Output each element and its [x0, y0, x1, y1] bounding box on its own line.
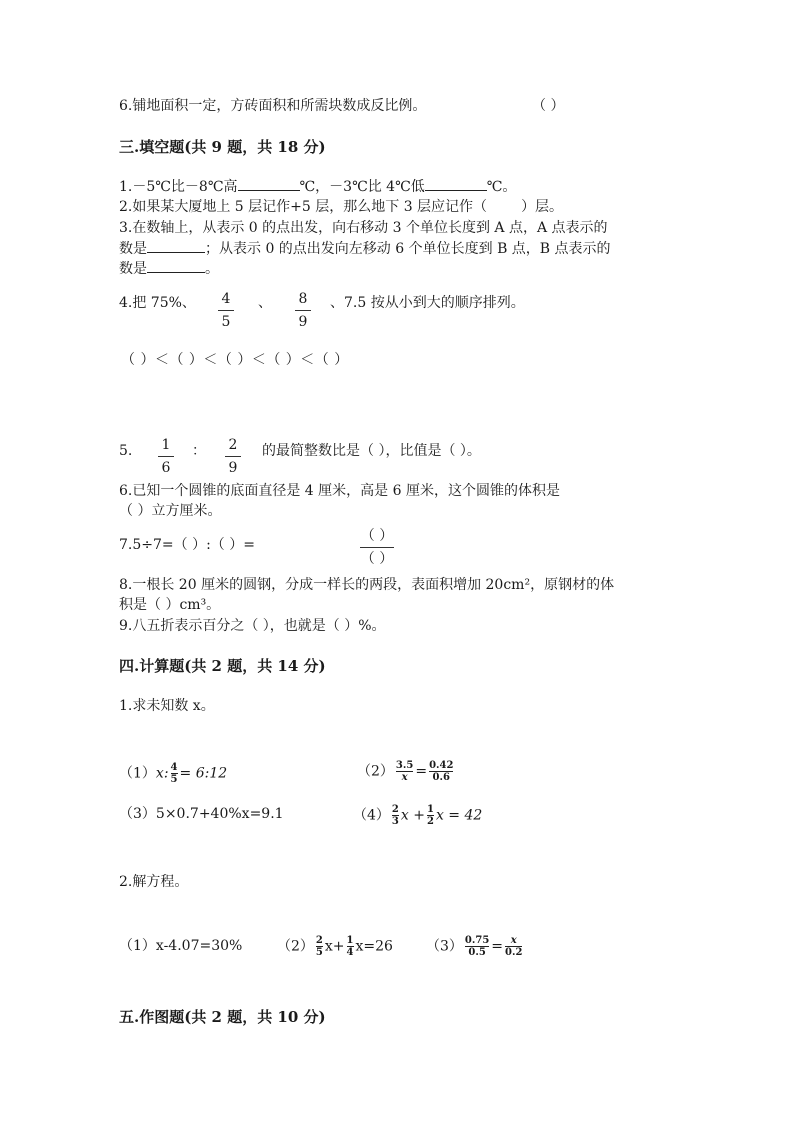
ordering-chain: （ ）＜（ ）＜（ ）＜（ ）＜（ ） — [121, 352, 349, 368]
section-4-heading: 四.计算题(共 2 题，共 14 分) — [119, 657, 326, 675]
problem-4: （4） $\frac{2}{3}$ x + $\frac{1}{2}$ x = 42 — [353, 804, 483, 827]
section-3-heading: 三.填空题(共 9 题，共 18 分) — [119, 138, 326, 156]
separator: 、 — [258, 295, 272, 311]
fraction: $\frac{2}{5}$ — [315, 935, 323, 958]
fill-question-5-number: 5. — [119, 443, 133, 459]
equation-3: （3） $\frac{0.75}{0.5}$ = $\frac{x}{0.2}$ — [426, 935, 523, 958]
fraction: $\frac{x}{0.2}$ — [505, 935, 523, 958]
fill-question-6-line-1: 6.已知一个圆锥的底面直径是 4 厘米，高是 6 厘米，这个圆锥的体积是 — [119, 483, 560, 499]
fill-question-3-line-1: 3.在数轴上，从表示 0 的点出发，向右移动 3 个单位长度到 A 点，A 点表示的 — [119, 220, 608, 236]
problem-3: （3）5×0.7+40%x=9.1 — [119, 806, 284, 822]
fraction: 8 9 — [295, 290, 311, 331]
fill-question-7: 7.5÷7=（ ）:（ ）= — [119, 537, 255, 553]
fill-question-8-line-2: 积是（ ）cm³。 — [119, 597, 221, 613]
calc-question-2-title: 2.解方程。 — [119, 874, 189, 890]
fraction: 4 5 — [218, 290, 234, 331]
fraction: 1 6 — [158, 436, 174, 477]
fraction: $\frac{2}{3}$ — [391, 804, 399, 827]
fraction: $\frac{1}{2}$ — [426, 804, 434, 827]
problem-1: （1）x: $\frac{4}{5}$ = 6:12 — [119, 762, 228, 785]
question-6-top: 6.铺地面积一定，方砖面积和所需块数成反比例。 — [119, 98, 427, 114]
problem-2: （2） $\frac{3.5}{x}$ = $\frac{0.42}{0.6}$ — [357, 760, 454, 783]
fill-question-3-line-2: 数是 ；从表示 0 的点出发向左移动 6 个单位长度到 B 点，B 点表示的 — [119, 238, 611, 259]
fill-question-1: 1.－5℃比－8℃高 ℃，－3℃比 4℃低 ℃。 — [119, 176, 516, 197]
fill-question-3-line-3: 数是 。 — [119, 258, 219, 279]
fraction: 2 9 — [225, 436, 241, 477]
answer-blank[interactable] — [238, 176, 300, 191]
fraction: $\frac{1}{4}$ — [346, 935, 354, 958]
fill-question-5-text: 的最简整数比是（ ），比值是（ ）。 — [262, 443, 481, 459]
calc-question-1-title: 1.求未知数 x。 — [119, 698, 215, 714]
answer-blank[interactable] — [147, 258, 205, 273]
equation-1: （1）x-4.07=30% — [119, 938, 243, 954]
blank-fraction: （ ） （ ） — [360, 528, 394, 567]
fill-question-9: 9.八五折表示百分之（ ），也就是（ ）%。 — [119, 618, 386, 634]
fill-question-4-end: 、7.5 按从小到大的顺序排列。 — [330, 295, 525, 311]
ratio-colon: ： — [192, 443, 206, 459]
fill-question-2: 2.如果某大厦地上 5 层记作+5 层，那么地下 3 层应记作（ ）层。 — [119, 199, 564, 215]
fraction: $\frac{4}{5}$ — [170, 762, 178, 785]
fill-question-8-line-1: 8.一根长 20 厘米的圆钢，分成一样长的两段，表面积增加 20cm²，原钢材的体 — [119, 577, 615, 593]
answer-paren: （ ） — [532, 98, 565, 114]
answer-blank[interactable] — [147, 238, 205, 253]
fraction: $\frac{3.5}{x}$ — [395, 760, 414, 783]
fraction: $\frac{0.42}{0.6}$ — [429, 760, 454, 783]
fill-question-4-start: 4.把 75%、 — [119, 295, 196, 311]
equation-2: （2） $\frac{2}{5}$ x+ $\frac{1}{4}$ x=26 — [277, 935, 393, 958]
fill-question-6-line-2: （ ）立方厘米。 — [119, 503, 222, 519]
section-5-heading: 五.作图题(共 2 题，共 10 分) — [119, 1008, 326, 1026]
fraction: $\frac{0.75}{0.5}$ — [464, 935, 490, 958]
answer-blank[interactable] — [425, 176, 487, 191]
